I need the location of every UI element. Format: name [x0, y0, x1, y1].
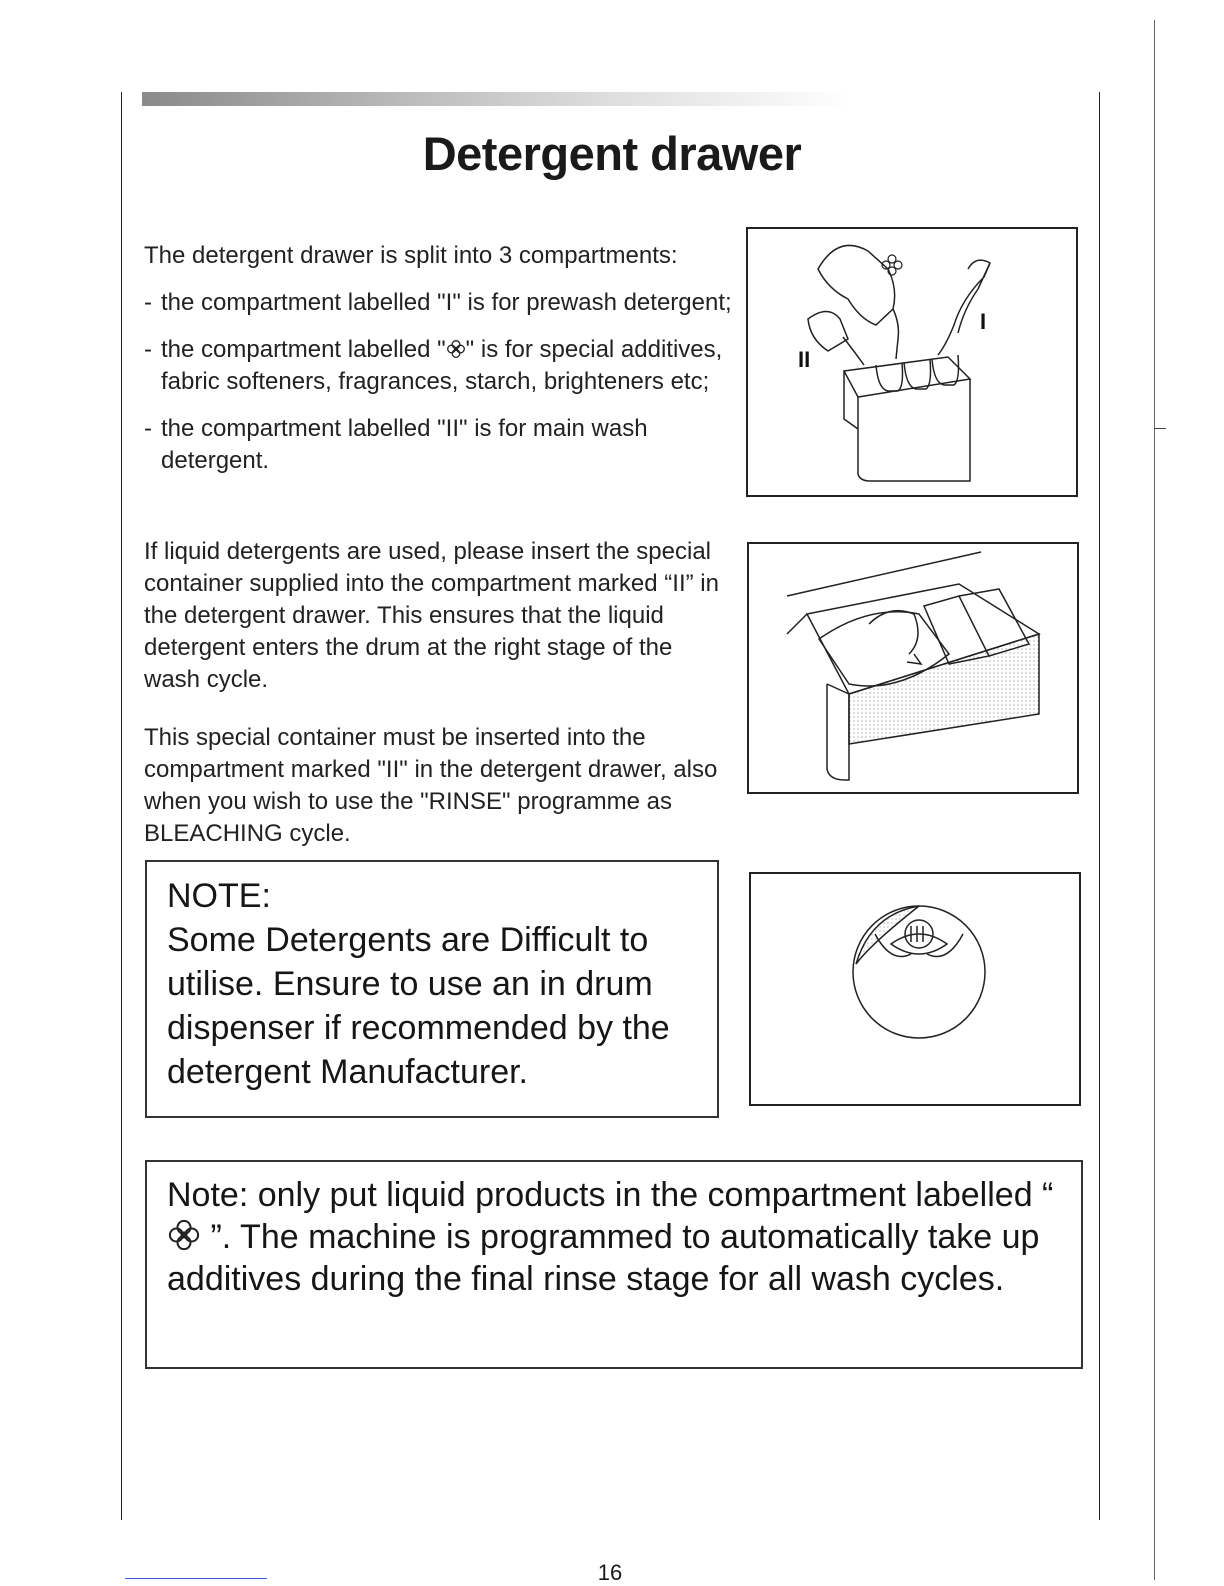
left-margin-rule — [121, 92, 122, 1520]
dispenser-ball-figure — [749, 872, 1081, 1106]
dispenser-ball-illustration — [751, 874, 1079, 1104]
page-title: Detergent drawer — [422, 127, 802, 180]
liquid-paragraph-2: This special container must be inserted into the compartment marked "II" in the detergent drawer, also when you wish to use the "RINSE" programme as BLEACHING cycle. — [144, 724, 718, 847]
label-compartment-i: I — [980, 309, 987, 334]
page-number: 16 — [597, 1560, 623, 1585]
list-item-prewash: - the compartment labelled "I" is for prewash detergent; — [144, 289, 732, 316]
liquid-note-box — [145, 1160, 1083, 1369]
liquid-container-illustration — [749, 544, 1077, 792]
drawer-compartments-illustration — [748, 229, 1076, 495]
liquid-paragraph-1: If liquid detergents are used, please insert the special container supplied into the compartment marked “II” in the detergent drawer. This ensures that the liquid detergent enters the drum at the right stage of the wash cycle. — [144, 538, 719, 693]
title-band — [142, 92, 852, 106]
note-heading: NOTE: — [167, 877, 271, 915]
drawer-compartments-figure — [746, 227, 1078, 497]
page-edge-tick — [1154, 428, 1166, 429]
list-item-additives: - the compartment labelled " " is for special additives, fabric softeners, fragrances, starch, brighteners etc; — [144, 336, 723, 395]
note-box — [145, 860, 719, 1118]
page-edge-line — [1154, 20, 1155, 1580]
liquid-section — [144, 536, 734, 850]
intro-section — [144, 240, 734, 477]
liquid-container-figure — [747, 542, 1079, 794]
flower-icon — [167, 1218, 201, 1252]
bottom-link-line — [125, 1578, 267, 1579]
liquid-note-text: Note: only put liquid products in the compartment labelled “ ”. The machine is programmed to automatically take up additives during the final rinse stage for all wash cycles. — [167, 1176, 1054, 1298]
flower-icon — [446, 339, 466, 359]
intro-lead: The detergent drawer is split into 3 compartments: — [144, 242, 678, 269]
note-body: Some Detergents are Difficult to utilise. Ensure to use an in drum dispenser if recommended by the detergent Manufacturer. — [167, 921, 670, 1091]
right-margin-rule — [1099, 92, 1100, 1520]
list-item-mainwash: - the compartment labelled "II" is for main wash detergent. — [144, 415, 648, 474]
label-compartment-ii: II — [798, 347, 811, 372]
